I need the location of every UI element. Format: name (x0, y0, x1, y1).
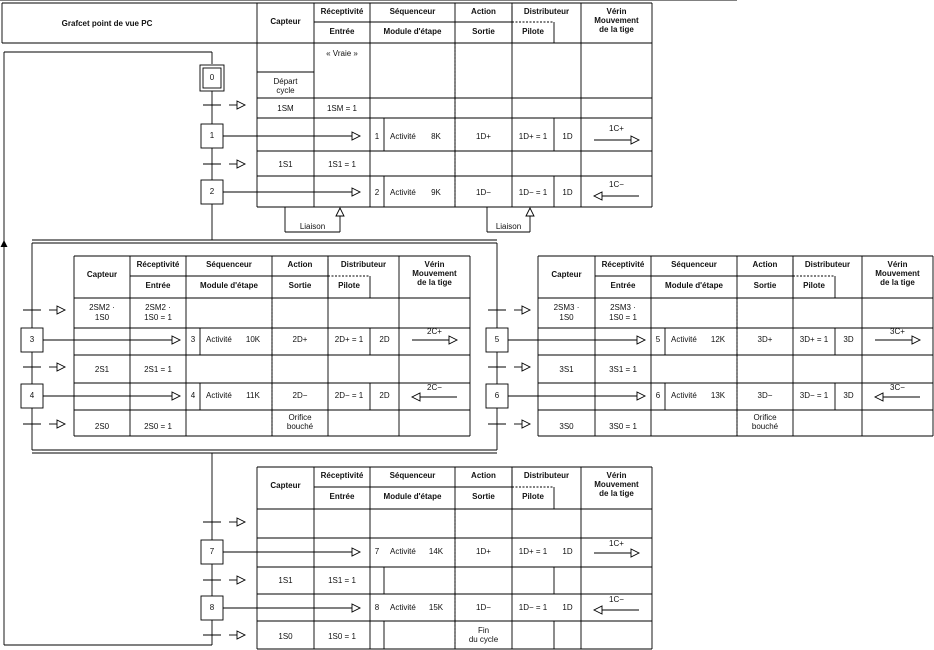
verin-value: 1C+ (609, 539, 624, 548)
pilote-value: 1D− = 1 (518, 603, 548, 612)
orifice-label: bouché (751, 422, 779, 431)
header-capteur: Capteur (270, 16, 301, 26)
module-number: 8 (374, 603, 380, 612)
header-sortie: Sortie (472, 27, 495, 36)
receptivite-value: 2SM2 · (145, 303, 171, 312)
header-distributeur: Distributeur (523, 471, 570, 480)
orifice-label: Orifice (288, 413, 312, 422)
verin-value: 1C− (609, 595, 624, 604)
receptivite-value: 3S1 = 1 (609, 365, 637, 374)
capteur-value: 1S1 (278, 160, 293, 169)
header-verin: Vérin (887, 260, 908, 269)
activite-label: Activité (390, 188, 416, 197)
header-receptivite: Réceptivité (320, 7, 364, 16)
orifice-label: bouché (286, 422, 314, 431)
receptivite-value: 2S0 = 1 (144, 422, 172, 431)
receptivite-value: 1S1 = 1 (328, 576, 356, 585)
module-number: 4 (190, 391, 196, 400)
header-distributeur: Distributeur (523, 7, 570, 16)
header-pilote: Pilote (338, 281, 360, 290)
verin-value: 3C+ (890, 327, 905, 336)
header-entree: Entrée (610, 281, 636, 290)
header-verin: Vérin (424, 260, 445, 269)
module-number: 3 (190, 335, 196, 344)
verin-value: 3C− (890, 383, 905, 392)
header-verin: de la tige (599, 25, 634, 34)
depart-label: cycle (276, 86, 295, 95)
receptivite-value: 1S0 = 1 (144, 313, 172, 322)
pilote-value: 2D+ = 1 (334, 335, 364, 344)
distributeur-value: 2D (379, 335, 390, 344)
header-action: Action (287, 260, 313, 269)
activite-label: Activité (206, 391, 232, 400)
liaison-label: Liaison (495, 222, 522, 231)
relay-k: 10K (245, 335, 261, 344)
receptivite-value: 1S0 = 1 (328, 632, 356, 641)
distributeur-value: 1D (562, 603, 573, 612)
orifice-label: Orifice (753, 413, 777, 422)
capteur-value: 3S1 (559, 365, 574, 374)
module-number: 1 (374, 132, 380, 141)
pilote-value: 1D+ = 1 (518, 547, 548, 556)
sortie-value: 3D+ (757, 335, 773, 344)
pilote-value: 3D+ = 1 (799, 335, 829, 344)
capteur-value: 2SM2 · (89, 303, 115, 312)
pilote-value: 1D+ = 1 (518, 132, 548, 141)
capteur-value: 2S0 (94, 422, 110, 431)
header-receptivite: Réceptivité (320, 471, 364, 480)
distributeur-value: 1D (562, 188, 573, 197)
header-sortie: Sortie (288, 281, 312, 290)
activite-label: Activité (390, 132, 416, 141)
header-receptivite: Réceptivité (136, 260, 180, 269)
verin-value: 2C+ (427, 327, 442, 336)
header-pilote: Pilote (803, 281, 825, 290)
receptivite-value: 2S1 = 1 (144, 365, 172, 374)
distributeur-value: 2D (379, 391, 390, 400)
step-number: 8 (209, 603, 215, 612)
capteur-value: 1SM (277, 104, 294, 113)
header-verin: de la tige (599, 489, 634, 498)
header-pilote: Pilote (522, 492, 544, 501)
header-distributeur: Distributeur (340, 260, 387, 269)
fin-label: du cycle (468, 635, 499, 644)
header-verin: de la tige (880, 278, 915, 287)
header-entree: Entrée (145, 281, 171, 290)
header-action: Action (471, 7, 496, 16)
header-sequenceur: Séquenceur (206, 260, 252, 269)
header-verin: de la tige (417, 278, 452, 287)
header-sortie: Sortie (753, 281, 777, 290)
header-sortie: Sortie (472, 492, 495, 501)
sortie-value: 2D+ (292, 335, 308, 344)
relay-k: 12K (710, 335, 726, 344)
receptivite-value: 1S0 = 1 (609, 313, 637, 322)
module-number: 5 (655, 335, 661, 344)
sortie-value: 1D− (476, 603, 491, 612)
relay-k: 15K (428, 603, 444, 612)
relay-k: 13K (710, 391, 726, 400)
relay-k: 14K (428, 547, 444, 556)
header-capteur: Capteur (86, 270, 118, 279)
header-module: Module d'étape (665, 281, 723, 290)
receptivite-value: 1SM = 1 (326, 104, 357, 113)
header-module: Module d'étape (383, 492, 442, 501)
header-sequenceur: Séquenceur (671, 260, 717, 269)
vraie-label: « Vraie » (326, 49, 358, 58)
step-number: 3 (29, 335, 35, 344)
receptivite-value: 1S1 = 1 (328, 160, 356, 169)
capteur-value: 1S0 (278, 632, 293, 641)
verin-value: 2C− (427, 383, 442, 392)
sortie-value: 1D+ (476, 132, 491, 141)
header-verin: Mouvement (594, 16, 639, 25)
header-verin: Vérin (606, 7, 627, 16)
header-pilote: Pilote (522, 27, 544, 36)
capteur-value: 3S0 (559, 422, 574, 431)
header-entree: Entrée (329, 27, 355, 36)
header-verin: Vérin (606, 471, 627, 480)
activite-label: Activité (390, 603, 416, 612)
header-receptivite: Réceptivité (601, 260, 645, 269)
sortie-value: 1D− (476, 188, 491, 197)
receptivite-value: 2SM3 · (610, 303, 636, 312)
module-number: 6 (655, 391, 661, 400)
header-capteur: Capteur (270, 481, 301, 490)
pilote-value: 2D− = 1 (334, 391, 364, 400)
header-sequenceur: Séquenceur (389, 471, 436, 480)
relay-k: 9K (431, 188, 441, 197)
verin-value: 1C− (609, 180, 624, 189)
header-module: Module d'étape (200, 281, 258, 290)
step-number: 5 (494, 335, 500, 344)
header-action: Action (752, 260, 778, 269)
header-capteur: Capteur (551, 270, 582, 279)
capteur-value: 2SM3 · (553, 303, 580, 312)
activite-label: Activité (390, 547, 416, 556)
header-verin: Mouvement (875, 269, 920, 278)
liaison-label: Liaison (299, 222, 326, 231)
header-action: Action (471, 471, 496, 480)
relay-k: 8K (431, 132, 441, 141)
distributeur-value: 3D (843, 335, 854, 344)
step-number: 0 (209, 73, 215, 82)
pilote-value: 3D− = 1 (799, 391, 829, 400)
module-number: 7 (374, 547, 380, 556)
distributeur-value: 3D (843, 391, 854, 400)
step-number: 6 (494, 391, 500, 400)
module-number: 2 (374, 188, 380, 197)
relay-k: 11K (246, 391, 260, 400)
receptivite-value: 3S0 = 1 (609, 422, 637, 431)
distributeur-value: 1D (562, 547, 573, 556)
activite-label: Activité (206, 335, 232, 344)
sortie-value: 3D− (757, 391, 773, 400)
step-number: 1 (209, 131, 215, 140)
header-verin: Mouvement (412, 269, 457, 278)
capteur-value: 1S1 (278, 576, 293, 585)
pilote-value: 1D− = 1 (518, 188, 548, 197)
header-sequenceur: Séquenceur (389, 7, 436, 16)
distributeur-value: 1D (562, 132, 573, 141)
step-number: 7 (209, 547, 215, 556)
verin-value: 1C+ (609, 124, 624, 133)
capteur-value: 1S0 (94, 313, 110, 322)
header-verin: Mouvement (594, 480, 639, 489)
step-number: 2 (209, 187, 215, 196)
activite-label: Activité (671, 391, 697, 400)
capteur-value: 2S1 (94, 365, 110, 374)
step-number: 4 (29, 391, 35, 400)
depart-label: Départ (273, 77, 298, 86)
activite-label: Activité (671, 335, 697, 344)
header-entree: Entrée (329, 492, 355, 501)
sortie-value: 2D− (292, 391, 308, 400)
page-title: Grafcet point de vue PC (61, 19, 153, 28)
fin-label: Fin (477, 626, 490, 635)
header-module: Module d'étape (383, 27, 442, 36)
capteur-value: 1S0 (559, 313, 574, 322)
sortie-value: 1D+ (476, 547, 491, 556)
header-distributeur: Distributeur (804, 260, 851, 269)
